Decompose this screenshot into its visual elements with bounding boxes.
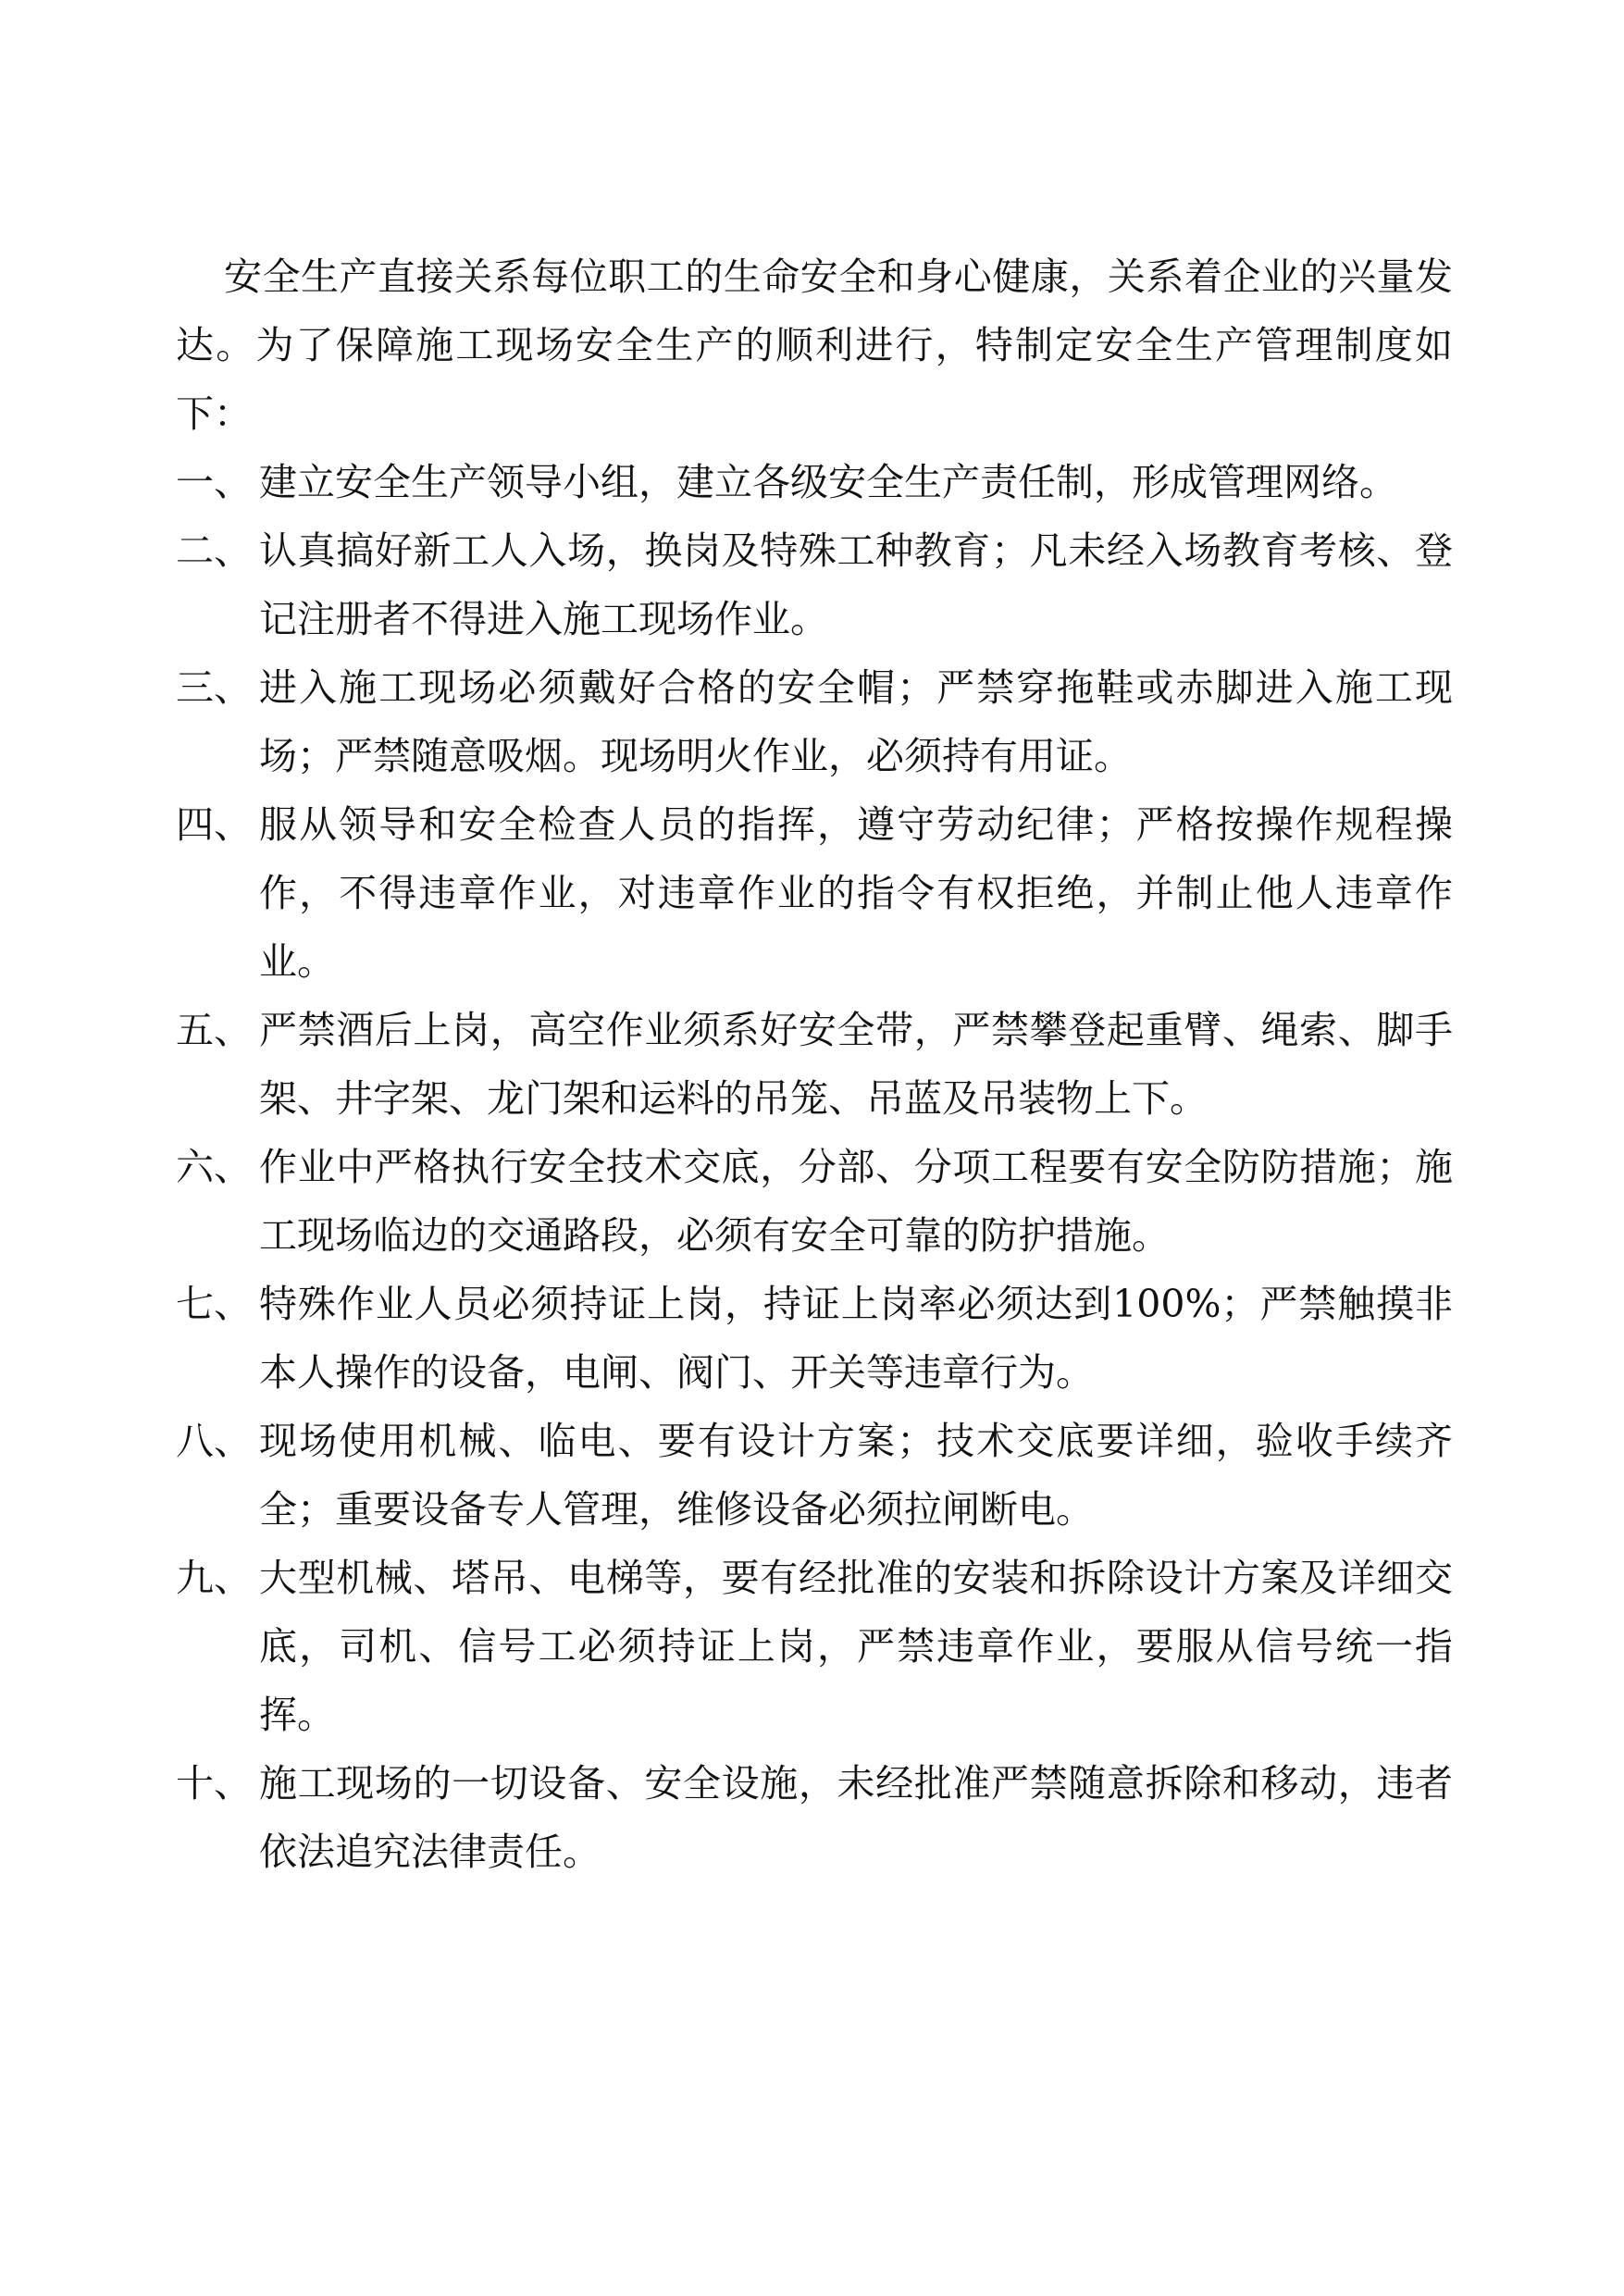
rule-number: 九、 (176, 1556, 252, 1600)
list-item (176, 448, 1453, 516)
rule-text: 进入施工现场必须戴好合格的安全帽；严禁穿拖鞋或赤脚进入施工现场；严禁随意吸烟。现场明火作业，必须持有用证。 (259, 665, 1453, 778)
rule-number: 四、 (176, 802, 252, 847)
rule-text: 服从领导和安全检查人员的指挥，遵守劳动纪律；严格按操作规程操作，不得违章作业，对违章作业的指令有权拒绝，并制止他人违章作业。 (259, 802, 1453, 984)
list-item (176, 1270, 1453, 1407)
list-item (176, 1133, 1453, 1270)
rule-number: 五、 (176, 1008, 252, 1052)
list-item (176, 653, 1453, 790)
document-page (176, 242, 1453, 1886)
rule-text: 严禁酒后上岗，高空作业须系好安全带，严禁攀登起重臂、绳索、脚手架、井字架、龙门架和运料的吊笼、吊蓝及吊装物上下。 (259, 1008, 1453, 1121)
rule-text: 施工现场的一切设备、安全设施，未经批准严禁随意拆除和移动，违者依法追究法律责任。 (259, 1761, 1453, 1874)
rule-number: 一、 (176, 460, 252, 504)
list-item (176, 790, 1453, 996)
rule-text: 建立安全生产领导小组，建立各级安全生产责任制，形成管理网络。 (259, 460, 1397, 504)
rule-text: 大型机械、塔吊、电梯等，要有经批准的安装和拆除设计方案及详细交底，司机、信号工必须持证上岗，严禁违章作业，要服从信号统一指挥。 (259, 1556, 1453, 1737)
rule-number: 六、 (176, 1145, 252, 1189)
rule-text: 作业中严格执行安全技术交底，分部、分项工程要有安全防防措施；施工现场临边的交通路段，必须有安全可靠的防护措施。 (259, 1145, 1453, 1258)
rule-number: 七、 (176, 1282, 252, 1326)
rule-number: 二、 (176, 528, 252, 573)
rule-number: 十、 (176, 1761, 252, 1806)
rules-list (176, 448, 1453, 1886)
rule-text: 现场使用机械、临电、要有设计方案；技术交底要详细，验收手续齐全；重要设备专人管理，维修设备必须拉闸断电。 (259, 1419, 1453, 1532)
list-item (176, 1544, 1453, 1749)
list-item (176, 1749, 1453, 1886)
rule-text: 认真搞好新工人入场，换岗及特殊工种教育；凡未经入场教育考核、登记注册者不得进入施工现场作业。 (259, 528, 1453, 641)
rule-text: 特殊作业人员必须持证上岗，持证上岗率必须达到100%；严禁触摸非本人操作的设备，电闸、阀门、开关等违章行为。 (259, 1282, 1453, 1395)
list-item (176, 996, 1453, 1133)
rule-number: 三、 (176, 665, 252, 710)
list-item (176, 1407, 1453, 1544)
rule-number: 八、 (176, 1419, 252, 1463)
list-item (176, 516, 1453, 653)
intro-paragraph: 安全生产直接关系每位职工的生命安全和身心健康，关系着企业的兴量发达。为了保障施工现场安全生产的顺利进行，特制定安全生产管理制度如下： (176, 254, 1453, 436)
